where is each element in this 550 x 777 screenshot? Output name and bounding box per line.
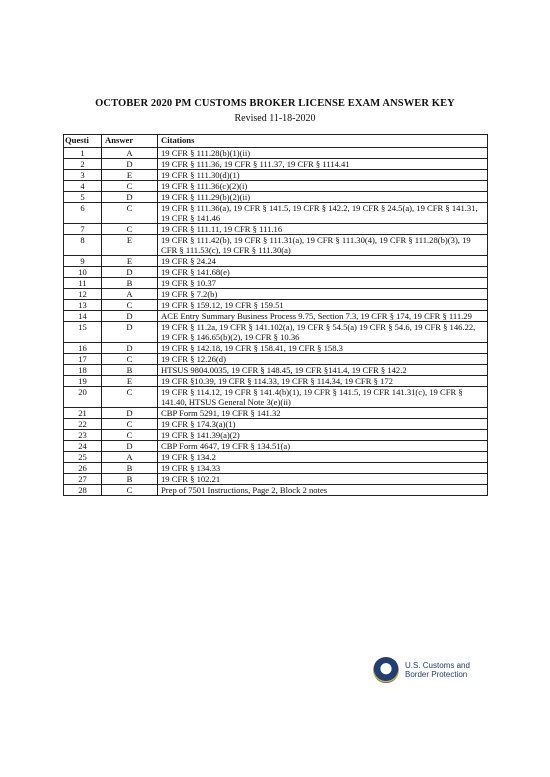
question-cell: 20 xyxy=(64,387,102,408)
table-row xyxy=(64,267,488,278)
answer-cell: C xyxy=(102,419,158,430)
citation-cell: 19 CFR § 11.2a, 19 CFR § 141.102(a), 19 CFR § 54.5(a) 19 CFR § 54.6, 19 CFR § 146.22, 19 CFR § 146.65(b)(2), 19 CFR § 10.36 xyxy=(158,322,488,343)
citation-cell: Prep of 7501 Instructions, Page 2, Block 2 notes xyxy=(158,485,488,496)
table-row xyxy=(64,387,488,408)
dhs-seal-icon xyxy=(373,657,399,683)
answer-cell: B xyxy=(102,463,158,474)
question-cell: 8 xyxy=(64,235,102,256)
answer-key-table xyxy=(63,134,488,496)
answer-cell: D xyxy=(102,441,158,452)
citation-cell: 19 CFR § 10.37 xyxy=(158,278,488,289)
answer-cell: C xyxy=(102,485,158,496)
question-cell: 18 xyxy=(64,365,102,376)
citation-cell: 19 CFR § 111.42(b), 19 CFR § 111.31(a), 19 CFR § 111.30(4), 19 CFR § 111.28(b)(3), 19 CFR § 111.53(c), 19 CFR § 111.30(a) xyxy=(158,235,488,256)
answer-cell: C xyxy=(102,387,158,408)
answer-cell: C xyxy=(102,300,158,311)
answer-cell: C xyxy=(102,224,158,235)
question-cell: 2 xyxy=(64,159,102,170)
table-row xyxy=(64,170,488,181)
answer-cell: C xyxy=(102,354,158,365)
table-row xyxy=(64,430,488,441)
question-cell: 13 xyxy=(64,300,102,311)
answer-cell: E xyxy=(102,376,158,387)
answer-cell: D xyxy=(102,159,158,170)
table-row xyxy=(64,485,488,496)
citation-cell: ACE Entry Summary Business Process 9.75, Section 7.3, 19 CFR § 174, 19 CFR § 111.29 xyxy=(158,311,488,322)
answer-cell: D xyxy=(102,408,158,419)
citation-cell: 19 CFR § 111.11, 19 CFR § 111.16 xyxy=(158,224,488,235)
question-cell: 28 xyxy=(64,485,102,496)
citation-cell: 19 CFR § 111.36, 19 CFR § 111.37, 19 CFR § 1114.41 xyxy=(158,159,488,170)
cbp-logo xyxy=(373,655,493,685)
table-row xyxy=(64,148,488,159)
table-row xyxy=(64,278,488,289)
question-cell: 24 xyxy=(64,441,102,452)
question-cell: 9 xyxy=(64,256,102,267)
answer-cell: E xyxy=(102,256,158,267)
table-row xyxy=(64,224,488,235)
table-row xyxy=(64,203,488,224)
citation-cell: 19 CFR § 174.3(a)(1) xyxy=(158,419,488,430)
table-row xyxy=(64,159,488,170)
citation-cell: HTSUS 9804.0035, 19 CFR § 148.45, 19 CFR §141.4, 19 CFR § 142.2 xyxy=(158,365,488,376)
citation-cell: CBP Form 5291, 19 CFR § 141.32 xyxy=(158,408,488,419)
question-cell: 5 xyxy=(64,192,102,203)
table-row xyxy=(64,181,488,192)
table-row xyxy=(64,408,488,419)
citation-cell: 19 CFR § 111.36(c)(2)(i) xyxy=(158,181,488,192)
citation-cell: 19 CFR § 24.24 xyxy=(158,256,488,267)
table-row xyxy=(64,441,488,452)
table-row xyxy=(64,235,488,256)
citation-cell: 19 CFR § 159.12, 19 CFR § 159.51 xyxy=(158,300,488,311)
question-cell: 15 xyxy=(64,322,102,343)
answer-cell: A xyxy=(102,452,158,463)
citation-cell: 19 CFR § 111.30(d)(1) xyxy=(158,170,488,181)
question-cell: 1 xyxy=(64,148,102,159)
question-cell: 17 xyxy=(64,354,102,365)
table-row xyxy=(64,322,488,343)
document-subtitle: Revised 11-18-2020 xyxy=(234,113,316,124)
table-row xyxy=(64,300,488,311)
question-cell: 7 xyxy=(64,224,102,235)
answer-cell: A xyxy=(102,148,158,159)
table-row xyxy=(64,289,488,300)
question-cell: 22 xyxy=(64,419,102,430)
answer-cell: C xyxy=(102,181,158,192)
answer-cell: D xyxy=(102,343,158,354)
answer-cell: D xyxy=(102,322,158,343)
citation-cell: 19 CFR § 141.68(e) xyxy=(158,267,488,278)
citation-cell: CBP Form 4647, 19 CFR § 134.51(a) xyxy=(158,441,488,452)
answer-cell: B xyxy=(102,474,158,485)
logo-line-2: Border Protection xyxy=(405,670,468,679)
table-row xyxy=(64,474,488,485)
question-cell: 10 xyxy=(64,267,102,278)
answer-cell: E xyxy=(102,170,158,181)
question-cell: 21 xyxy=(64,408,102,419)
question-cell: 26 xyxy=(64,463,102,474)
question-cell: 19 xyxy=(64,376,102,387)
table-row xyxy=(64,192,488,203)
logo-text xyxy=(405,661,470,679)
question-cell: 14 xyxy=(64,311,102,322)
table-row xyxy=(64,452,488,463)
header-citations: Citations xyxy=(158,135,488,148)
citation-cell: 19 CFR § 111.36(a), 19 CFR § 141.5, 19 CFR § 142.2, 19 CFR § 24.5(a), 19 CFR § 141.31, 19 CFR § 141.46 xyxy=(158,203,488,224)
citation-cell: 19 CFR § 142.18, 19 CFR § 158.41, 19 CFR § 158.3 xyxy=(158,343,488,354)
citation-cell: 19 CFR § 102.21 xyxy=(158,474,488,485)
table-row xyxy=(64,354,488,365)
question-cell: 6 xyxy=(64,203,102,224)
question-cell: 4 xyxy=(64,181,102,192)
answer-cell: D xyxy=(102,192,158,203)
table-header-row xyxy=(64,135,488,148)
table-row xyxy=(64,376,488,387)
citation-cell: 19 CFR § 111.29(b)(2)(ii) xyxy=(158,192,488,203)
citation-cell: 19 CFR §10.39, 19 CFR § 114.33, 19 CFR § 114.34, 19 CFR § 172 xyxy=(158,376,488,387)
question-cell: 16 xyxy=(64,343,102,354)
answer-cell: E xyxy=(102,235,158,256)
question-cell: 11 xyxy=(64,278,102,289)
answer-cell: D xyxy=(102,311,158,322)
answer-cell: C xyxy=(102,430,158,441)
table-row xyxy=(64,256,488,267)
table-row xyxy=(64,419,488,430)
citation-cell: 19 CFR § 134.2 xyxy=(158,452,488,463)
table-row xyxy=(64,343,488,354)
question-cell: 27 xyxy=(64,474,102,485)
citation-cell: 19 CFR § 141.39(a)(2) xyxy=(158,430,488,441)
citation-cell: 19 CFR § 111.28(b)(1)(ii) xyxy=(158,148,488,159)
citation-cell: 19 CFR § 7.2(b) xyxy=(158,289,488,300)
answer-cell: B xyxy=(102,365,158,376)
document-title: OCTOBER 2020 PM CUSTOMS BROKER LICENSE EXAM ANSWER KEY xyxy=(95,98,455,109)
question-cell: 23 xyxy=(64,430,102,441)
answer-cell: B xyxy=(102,278,158,289)
table-row xyxy=(64,365,488,376)
question-cell: 25 xyxy=(64,452,102,463)
citation-cell: 19 CFR § 12.26(d) xyxy=(158,354,488,365)
header-answer: Answer xyxy=(102,135,158,148)
logo-line-1: U.S. Customs and xyxy=(405,661,470,670)
table-row xyxy=(64,311,488,322)
question-cell: 12 xyxy=(64,289,102,300)
table-row xyxy=(64,463,488,474)
answer-cell: A xyxy=(102,289,158,300)
answer-cell: C xyxy=(102,203,158,224)
header-question: Questi xyxy=(64,135,102,148)
citation-cell: 19 CFR § 134.33 xyxy=(158,463,488,474)
answer-cell: D xyxy=(102,267,158,278)
question-cell: 3 xyxy=(64,170,102,181)
citation-cell: 19 CFR § 114.12, 19 CFR § 141.4(b)(1), 19 CFR § 141.5, 19 CFR 141.31(c), 19 CFR § 141.40, HTSUS General Note 3(e)(ii) xyxy=(158,387,488,408)
